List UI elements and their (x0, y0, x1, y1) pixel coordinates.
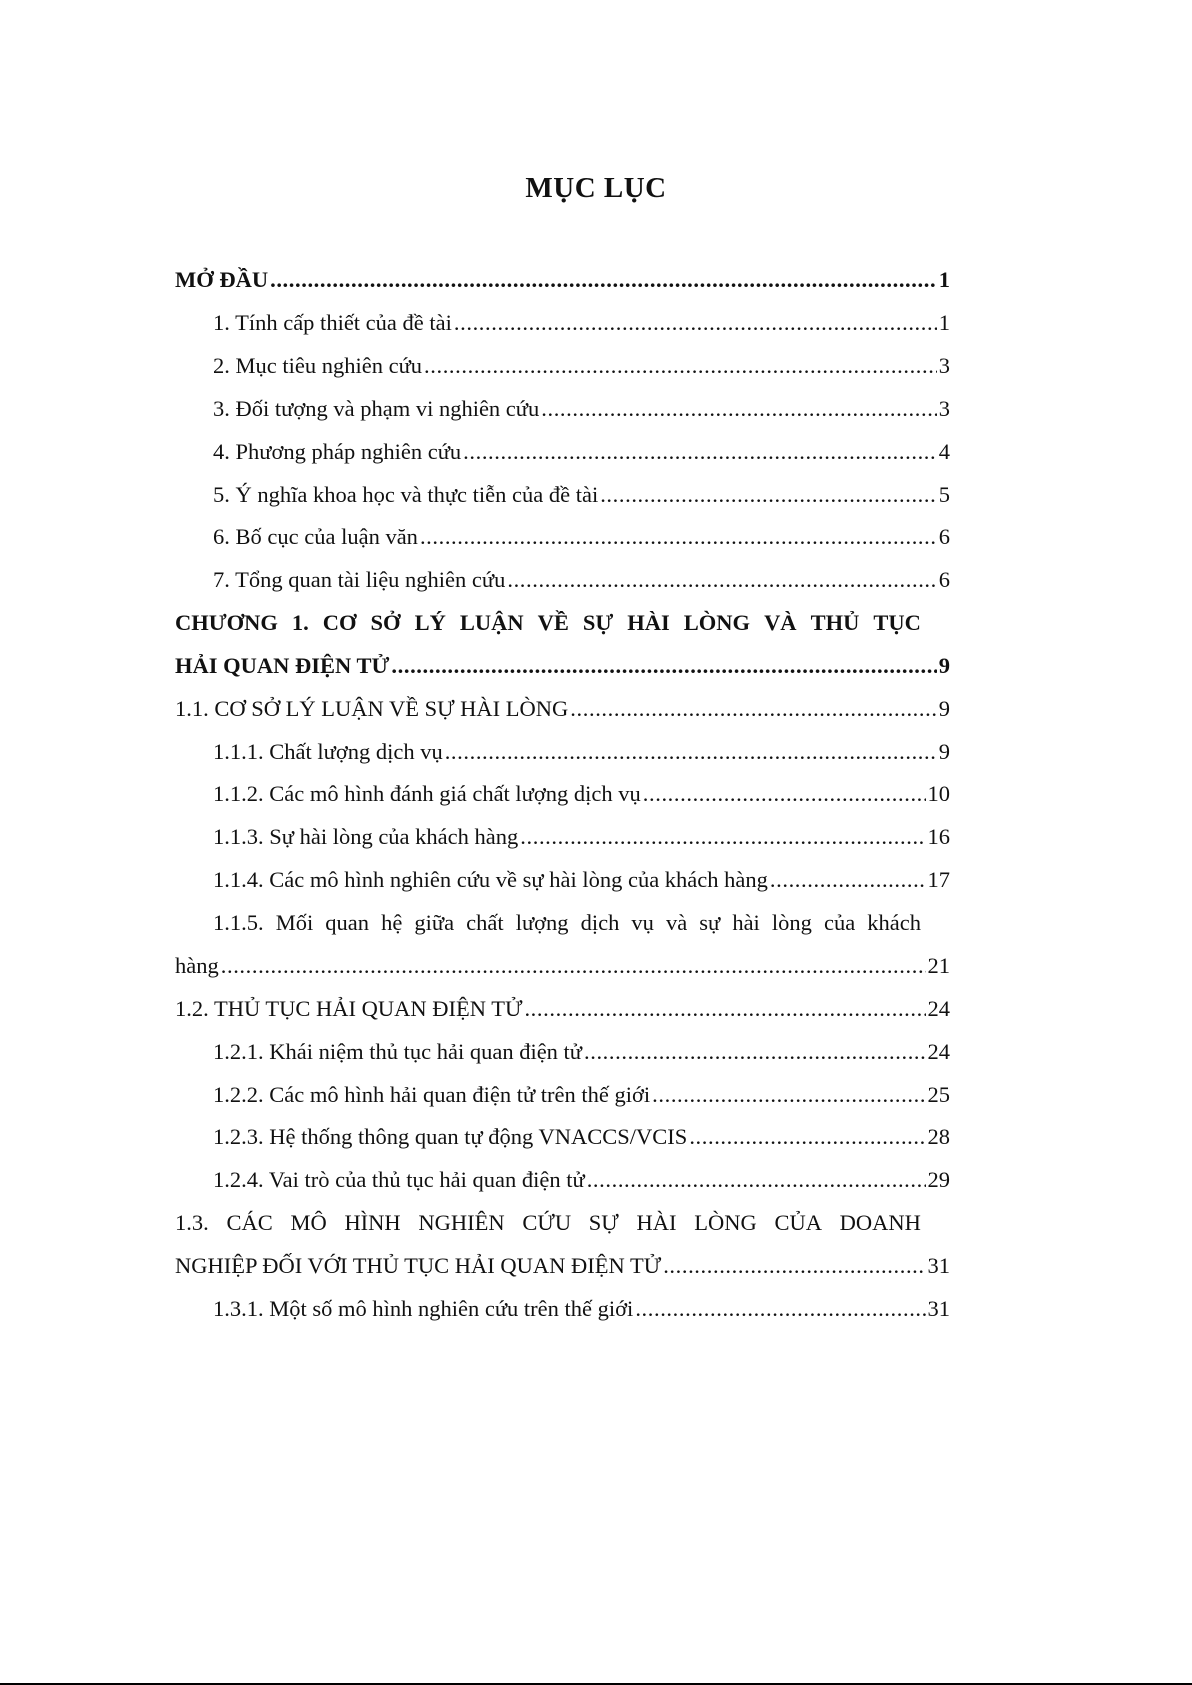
toc-entry-text: 1.2. THỦ TỤC HẢI QUAN ĐIỆN TỬ (175, 996, 523, 1021)
heading-word: LUẬN (459, 610, 524, 635)
toc-page-number: 25 (927, 1082, 950, 1107)
toc-page-number: 5 (938, 482, 950, 507)
toc-page-number: 1 (938, 267, 950, 292)
toc-entry-text: 1.1. CƠ SỞ LÝ LUẬN VỀ SỰ HÀI LÒNG (175, 696, 569, 721)
heading-word: DOANH (839, 1210, 921, 1235)
heading-word: CƠ (322, 610, 357, 635)
toc-entry-text: 1.2.3. Hệ thống thông quan tự động VNACCS/VCIS (213, 1124, 688, 1149)
toc-entry-text: 1.1.2. Các mô hình đánh giá chất lượng dịch vụ (213, 781, 641, 806)
toc-entry (213, 565, 950, 595)
toc-leader (520, 822, 925, 852)
heading-word: NGHIÊN (418, 1210, 505, 1235)
entry-word: lòng (771, 910, 812, 935)
entry-word: của (823, 910, 856, 935)
toc-leader (584, 1037, 926, 1067)
toc-leader (463, 437, 937, 467)
toc-page-number: 24 (927, 996, 950, 1021)
toc-page-number: 3 (938, 396, 950, 421)
heading-word: CHƯƠNG (175, 610, 278, 635)
toc-entry-mo-dau (175, 265, 950, 295)
toc-entry-text: 7. Tổng quan tài liệu nghiên cứu (213, 567, 506, 592)
toc-entry (213, 522, 950, 552)
toc-page-number: 31 (927, 1253, 950, 1278)
heading-word: VỀ (537, 610, 569, 635)
toc-leader (270, 265, 937, 295)
toc-entry-text: HẢI QUAN ĐIỆN TỬ (175, 653, 390, 678)
heading-word: THỦ (810, 610, 860, 635)
heading-word: LÒNG (683, 610, 751, 635)
toc-entry (213, 308, 950, 338)
heading-word: HÀI (627, 610, 670, 635)
toc-entry (213, 865, 950, 895)
toc-entry-text: MỞ ĐẦU (175, 267, 269, 292)
toc-entry (213, 1122, 950, 1152)
toc-section-heading-line (175, 1208, 921, 1238)
toc-entry-text: 1.2.1. Khái niệm thủ tục hải quan điện tử (213, 1039, 582, 1064)
toc-leader (570, 694, 936, 724)
toc-entry (213, 351, 950, 381)
toc-leader (652, 1080, 925, 1110)
heading-word: 1. (291, 610, 309, 635)
toc-page-number: 6 (938, 524, 950, 549)
toc-entry (213, 1165, 950, 1195)
toc-leader (770, 865, 926, 895)
toc-entry-text: 1.2.4. Vai trò của thủ tục hải quan điện tử (213, 1167, 585, 1192)
toc-leader (663, 1251, 925, 1281)
heading-word: CỦA (774, 1210, 822, 1235)
toc-page-number: 1 (938, 310, 950, 335)
toc-entry-text: 1.1.4. Các mô hình nghiên cứu về sự hài lòng của khách hàng (213, 867, 768, 892)
toc-page-number: 31 (927, 1296, 950, 1321)
toc-leader (524, 994, 925, 1024)
toc-entry (175, 1251, 950, 1281)
toc-leader (507, 565, 936, 595)
heading-word: VÀ (764, 610, 797, 635)
toc-entry (213, 779, 950, 809)
toc-entry-text: 1.3.1. Một số mô hình nghiên cứu trên thế giới (213, 1296, 634, 1321)
toc-entry-text: hàng (175, 953, 219, 978)
toc-leader (635, 1294, 925, 1324)
toc-entry-wrapped-line (213, 908, 921, 938)
entry-word: và (665, 910, 688, 935)
toc-page-number: 3 (938, 353, 950, 378)
toc-entry-text: 4. Phương pháp nghiên cứu (213, 439, 462, 464)
toc-entry-text: 5. Ý nghĩa khoa học và thực tiễn của đề tài (213, 482, 599, 507)
entry-word: vụ (631, 910, 654, 935)
heading-word: HÀI (636, 1210, 677, 1235)
heading-word: CÁC (226, 1210, 273, 1235)
toc-entry-text: 2. Mục tiêu nghiên cứu (213, 353, 423, 378)
heading-word: 1.3. (175, 1210, 209, 1235)
entry-word: chất (466, 910, 504, 935)
heading-word: LÒNG (694, 1210, 757, 1235)
toc-page-number: 9 (938, 696, 950, 721)
toc-entry-text: NGHIỆP ĐỐI VỚI THỦ TỤC HẢI QUAN ĐIỆN TỬ (175, 1253, 662, 1278)
toc-entry-chapter-1 (175, 651, 950, 681)
entry-word: dịch (580, 910, 620, 935)
toc-entry (213, 394, 950, 424)
toc-entry (213, 1037, 950, 1067)
toc-entry (213, 480, 950, 510)
heading-word: CỨU (522, 1210, 572, 1235)
toc-leader (454, 308, 937, 338)
heading-word: SỰ (588, 1210, 619, 1235)
toc-entry (213, 1080, 950, 1110)
entry-word: Mối (275, 910, 314, 935)
toc-entry (175, 951, 950, 981)
heading-word: SỞ (370, 610, 401, 635)
toc-page-number: 16 (927, 824, 950, 849)
toc-entry-text: 3. Đối tượng và phạm vi nghiên cứu (213, 396, 540, 421)
toc-leader (445, 737, 937, 767)
toc-entry-text: 1. Tính cấp thiết của đề tài (213, 310, 452, 335)
toc-entry-text: 1.2.2. Các mô hình hải quan điện tử trên thế giới (213, 1082, 651, 1107)
toc-page-number: 9 (938, 739, 950, 764)
heading-word: LÝ (414, 610, 446, 635)
toc-leader (391, 651, 936, 681)
toc-page-number: 24 (927, 1039, 950, 1064)
entry-word: 1.1.5. (213, 910, 264, 935)
entry-word: hài (732, 910, 760, 935)
toc-chapter-heading-line (175, 608, 921, 638)
toc-page-number: 17 (927, 867, 950, 892)
toc-entry (213, 822, 950, 852)
toc-page-number: 28 (927, 1124, 950, 1149)
toc-page-number: 9 (938, 653, 950, 678)
entry-word: lượng (515, 910, 569, 935)
toc-entry-text: 1.1.1. Chất lượng dịch vụ (213, 739, 443, 764)
toc-entry (175, 694, 950, 724)
toc-leader (600, 480, 937, 510)
toc-entry (213, 437, 950, 467)
toc-page-number: 21 (927, 953, 950, 978)
entry-word: hệ (381, 910, 403, 935)
toc-entry-text: 1.1.3. Sự hài lòng của khách hàng (213, 824, 519, 849)
toc-leader (587, 1165, 926, 1195)
toc-entry (213, 1294, 950, 1324)
toc-page-number: 29 (927, 1167, 950, 1192)
toc-page-number: 6 (938, 567, 950, 592)
toc-entry (213, 737, 950, 767)
toc-leader (221, 951, 926, 981)
toc-page-number: 10 (927, 781, 950, 806)
heading-word: TỤC (873, 610, 921, 635)
toc-page-number: 4 (938, 439, 950, 464)
entry-word: sự (699, 910, 721, 935)
entry-word: giữa (414, 910, 455, 935)
heading-word: MÔ (290, 1210, 327, 1235)
toc-leader (643, 779, 926, 809)
entry-word: quan (325, 910, 370, 935)
toc-entry-text: 6. Bố cục của luận văn (213, 524, 418, 549)
toc-entry (175, 994, 950, 1024)
toc-leader (424, 351, 937, 381)
heading-word: HÌNH (344, 1210, 401, 1235)
toc-leader (541, 394, 937, 424)
heading-word: SỰ (582, 610, 614, 635)
page-title: MỤC LỤC (525, 172, 667, 204)
entry-word: khách (867, 910, 921, 935)
toc-leader (420, 522, 937, 552)
toc-leader (689, 1122, 925, 1152)
